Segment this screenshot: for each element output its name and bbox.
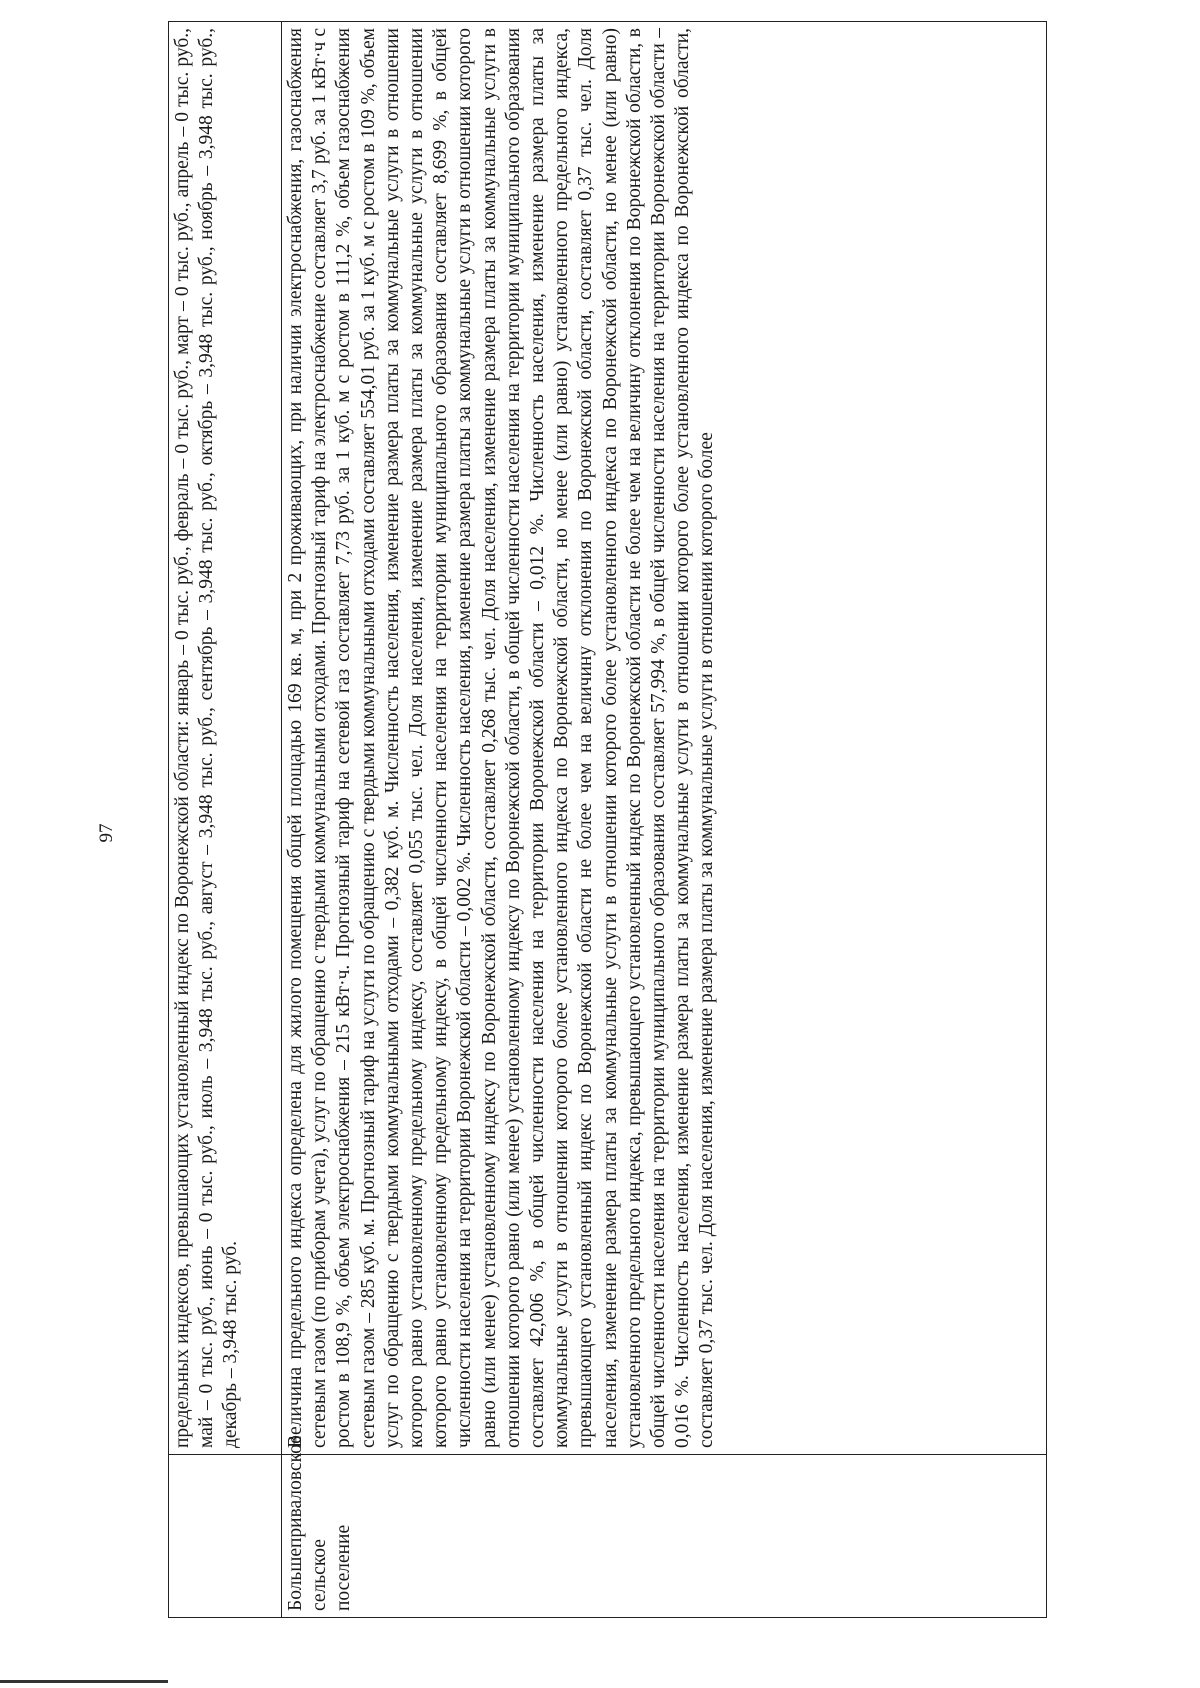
settlement-name-cell [169, 1455, 282, 1618]
bottom-rule [0, 1680, 168, 1683]
table-row [169, 22, 282, 1618]
table-row [282, 22, 1047, 1618]
page-number: 97 [96, 823, 117, 843]
description-cell: Величина предельного индекса определена для жилого помещения общей площадью 169 кв. м, при 2 проживающих, при наличии электроснабжения, газоснабжения сетевым газом (по приборам учета), услуг по обращению с твердыми коммунальными отходами. Прогнозный тариф на электроснабжение составляет 3,7 руб. за 1 кВт·ч с ростом в 108,9 %, объем электроснабжения – 215 кВт·ч. Прогнозный тариф на сетевой газ составляет 7,73 руб. за 1 куб. м с ростом в 111,2 %, объем газоснабжения сетевым газом – 285 куб. м. Прогнозный тариф на услуги по обращению с твердыми коммунальными отходами составляет 554,01 руб. за 1 куб. м с ростом в 109 %, объем услуг по обращению с твердыми коммунальными отходами – 0,382 куб. м. Численность населения, изменение размера платы за коммунальные услуги в отношении которого равно установленному предельному индексу, составляет 0,055 тыс. чел. Доля населения, изменение размера платы за коммунальные услуги в отношении которого равно установленному предельному индексу, в общей численности населения на территории муниципального образования составляет 8,699 %, в общей численности населения на территории Воронежской области – 0,002 %. Численность населения, изменение размера платы за коммунальные услуги в отношении которого равно (или менее) установленному индексу по Воронежской области, составляет 0,268 тыс. чел. Доля населения, изменение размера платы за коммунальные услуги в отношении которого равно (или менее) установленному индексу по Воронежской области, в общей численности населения на территории муниципального образования составляет 42,006 %, в общей численности населения на территории Воронежской области – 0,012 %. Численность населения, изменение размера платы за коммунальные услуги в отношении которого более установленного индекса по Воронежской области, но менее (или равно) установленного предельного индекса, превышающего установленный индекс по Воронежской области не более чем на величину отклонения по Воронежской области, составляет 0,37 тыс. чел. Доля населения, изменение размера платы за коммунальные услуги в отношении которого более установленного индекса по Воронежской области, но менее (или равно) установленного предельного индекса, превышающего установленный индекс по Воронежской области не более чем на величину отклонения по Воронежской области, в общей численности населения на территории муниципального образования составляет 57,994 %, в общей численности населения на территории Воронежской области – 0,016 %. Численность населения, изменение размера платы за коммунальные услуги в отношении которого более установленного индекса по Воронежской области, составляет 0,37 тыс. чел. Доля населения, изменение размера платы за коммунальные услуги в отношении которого более [282, 22, 1047, 1455]
data-table [168, 21, 1047, 1618]
rotated-content [96, 28, 1088, 1618]
settlement-name-cell: Большеприваловское сельское поселение [282, 1455, 1047, 1618]
description-cell: предельных индексов, превышающих установленный индекс по Воронежской области: январь – 0 тыс. руб., февраль – 0 тыс. руб., март – 0 тыс. руб., апрель – 0 тыс. руб., май – 0 тыс. руб., июнь – 0 тыс. руб., июль – 3,948 тыс. руб., август – 3,948 тыс. руб., сентябрь – 3,948 тыс. руб., октябрь – 3,948 тыс. руб., ноябрь – 3,948 тыс. руб., декабрь – 3,948 тыс. руб. [169, 22, 282, 1455]
